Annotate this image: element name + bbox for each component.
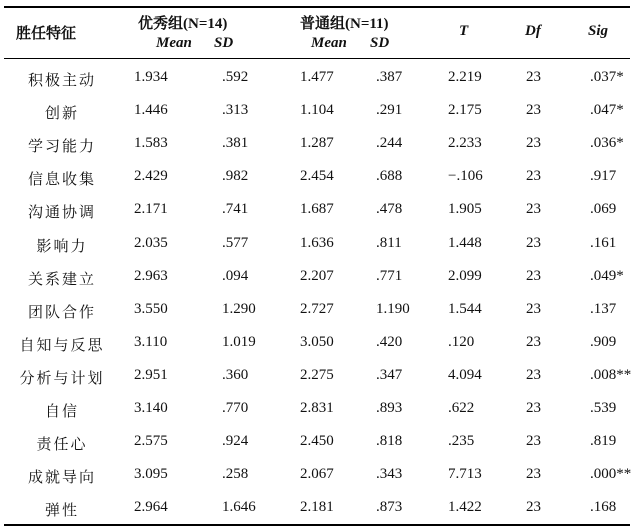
row-excellent-mean: 1.583 — [134, 135, 168, 152]
row-excellent-mean: 2.429 — [134, 168, 168, 185]
row-normal-sd: .478 — [376, 201, 403, 218]
row-df-value: 23 — [526, 333, 541, 350]
row-excellent-sd: .770 — [222, 400, 249, 416]
row-sig-value: .917 — [590, 168, 617, 185]
row-feature: 自信 — [44, 402, 79, 420]
table-row — [4, 360, 630, 393]
row-sig-value: .168 — [590, 499, 617, 516]
row-normal-mean: 1.636 — [300, 234, 334, 251]
row-t-value: 1.905 — [448, 201, 482, 218]
row-t-value: 2.099 — [448, 267, 482, 284]
row-sig-value: .161 — [590, 234, 617, 251]
row-excellent-mean: 3.110 — [134, 333, 168, 350]
table-header — [4, 8, 630, 58]
row-sig-value: .037* — [590, 69, 624, 85]
row-excellent-sd: .258 — [222, 466, 249, 483]
row-sig-value: .909 — [590, 333, 617, 350]
row-feature: 团队合作 — [27, 302, 96, 321]
header-mean-2: Mean — [311, 35, 347, 51]
row-t-value: 4.094 — [448, 366, 482, 383]
row-t-value: 2.175 — [448, 102, 482, 119]
row-excellent-sd: .381 — [222, 135, 249, 152]
row-normal-mean: 3.050 — [300, 333, 334, 350]
row-normal-sd: .873 — [376, 499, 403, 516]
row-sig-value: .069 — [590, 201, 617, 218]
row-excellent-mean: 3.140 — [134, 400, 168, 416]
table-row — [4, 492, 630, 525]
table-bottom-rule — [4, 524, 630, 526]
row-excellent-sd: 1.646 — [222, 499, 256, 516]
header-excellent-group: 优秀组(N=14) — [138, 16, 228, 32]
table-row — [4, 393, 630, 426]
row-normal-sd: .291 — [376, 102, 403, 119]
row-normal-sd: .343 — [376, 466, 403, 483]
row-excellent-mean: 3.550 — [134, 300, 168, 317]
row-t-value: 7.713 — [448, 466, 482, 483]
row-normal-sd: .818 — [376, 433, 403, 450]
row-normal-sd: .347 — [376, 366, 403, 383]
row-normal-mean: 1.104 — [300, 102, 334, 119]
row-normal-sd: .244 — [376, 135, 403, 152]
row-normal-mean: 2.207 — [300, 267, 334, 284]
row-normal-mean: 2.450 — [300, 433, 334, 450]
row-feature: 学习能力 — [27, 137, 96, 156]
row-normal-mean: 2.275 — [300, 366, 334, 383]
row-excellent-mean: 2.951 — [134, 366, 168, 383]
row-df-value: 23 — [526, 69, 541, 85]
row-excellent-mean: 2.963 — [134, 267, 168, 284]
row-t-value: .120 — [448, 333, 475, 350]
row-normal-mean: 2.831 — [300, 400, 334, 416]
table-row — [4, 62, 630, 95]
table-row — [4, 128, 630, 161]
row-df-value: 23 — [526, 234, 541, 251]
header-sd-2: SD — [370, 35, 390, 51]
row-excellent-mean: 2.171 — [134, 201, 168, 218]
row-feature: 弹性 — [44, 501, 79, 520]
row-t-value: .235 — [448, 433, 475, 450]
row-excellent-sd: .592 — [222, 69, 249, 85]
row-feature: 沟通协调 — [27, 203, 96, 222]
table-row — [4, 161, 630, 194]
row-t-value: 1.422 — [448, 499, 482, 516]
table-row — [4, 228, 630, 261]
row-df-value: 23 — [526, 499, 541, 516]
row-excellent-sd: .313 — [222, 102, 249, 119]
row-t-value: 1.544 — [448, 300, 482, 317]
row-t-value: .622 — [448, 400, 475, 416]
row-normal-sd: .771 — [376, 267, 403, 284]
row-sig-value: .036* — [590, 135, 624, 152]
row-t-value: −.106 — [448, 168, 483, 185]
row-df-value: 23 — [526, 168, 541, 185]
table-row — [4, 194, 630, 227]
row-normal-sd: .893 — [376, 400, 403, 416]
table-row — [4, 426, 630, 459]
table-row — [4, 95, 630, 128]
row-normal-sd: .420 — [376, 333, 403, 350]
table-row — [4, 327, 630, 360]
row-excellent-sd: .982 — [222, 168, 249, 185]
row-excellent-mean: 2.575 — [134, 433, 168, 450]
row-sig-value: .008** — [590, 366, 632, 383]
table-row — [4, 459, 630, 492]
row-normal-mean: 2.454 — [300, 168, 334, 185]
row-df-value: 23 — [526, 201, 541, 218]
header-normal-group: 普通组(N=11) — [300, 16, 389, 32]
header-df: Df — [525, 23, 541, 39]
row-excellent-mean: 1.934 — [134, 69, 168, 85]
row-normal-mean: 1.477 — [300, 69, 334, 85]
row-feature: 创新 — [44, 104, 79, 123]
row-normal-sd: .811 — [376, 234, 402, 251]
row-normal-sd: 1.190 — [376, 300, 410, 317]
row-feature: 信息收集 — [27, 170, 96, 189]
row-df-value: 23 — [526, 102, 541, 119]
row-normal-sd: .387 — [376, 69, 403, 85]
header-t: T — [459, 23, 469, 39]
row-feature: 分析与计划 — [19, 368, 105, 387]
table-header-rule — [4, 58, 630, 59]
row-t-value: 2.233 — [448, 135, 482, 152]
row-excellent-sd: .094 — [222, 267, 249, 284]
row-excellent-mean: 1.446 — [134, 102, 168, 119]
row-excellent-mean: 2.964 — [134, 499, 168, 516]
row-sig-value: .049* — [590, 267, 624, 284]
row-normal-mean: 1.287 — [300, 135, 334, 152]
row-df-value: 23 — [526, 366, 541, 383]
row-normal-sd: .688 — [376, 168, 403, 185]
row-excellent-sd: .360 — [222, 366, 249, 383]
row-normal-mean: 2.181 — [300, 499, 334, 516]
header-sig: Sig — [588, 23, 609, 39]
row-excellent-mean: 3.095 — [134, 466, 168, 483]
row-excellent-mean: 2.035 — [134, 234, 168, 251]
row-excellent-sd: 1.019 — [222, 333, 256, 350]
row-df-value: 23 — [526, 300, 541, 317]
row-t-value: 2.219 — [448, 69, 482, 85]
row-sig-value: .047* — [590, 102, 624, 119]
row-df-value: 23 — [526, 267, 541, 284]
row-excellent-sd: .741 — [222, 201, 249, 218]
row-feature: 自知与反思 — [19, 335, 105, 354]
header-sd-1: SD — [214, 35, 234, 51]
row-feature: 责任心 — [36, 435, 88, 454]
row-normal-mean: 2.067 — [300, 466, 334, 483]
header-mean-1: Mean — [156, 35, 192, 51]
row-excellent-sd: .577 — [222, 234, 249, 251]
row-sig-value: .137 — [590, 300, 617, 317]
row-df-value: 23 — [526, 433, 541, 450]
row-feature: 成就导向 — [27, 468, 96, 487]
row-t-value: 1.448 — [448, 234, 482, 251]
table-row — [4, 294, 630, 327]
row-normal-mean: 1.687 — [300, 201, 334, 218]
row-excellent-sd: 1.290 — [222, 300, 256, 317]
row-df-value: 23 — [526, 466, 541, 483]
row-sig-value: .819 — [590, 433, 617, 450]
row-excellent-sd: .924 — [222, 433, 249, 450]
table-row — [4, 261, 630, 294]
row-sig-value: .539 — [590, 400, 617, 416]
row-sig-value: .000** — [590, 466, 632, 483]
row-feature: 积极主动 — [27, 71, 96, 89]
row-normal-mean: 2.727 — [300, 300, 334, 317]
row-feature: 关系建立 — [27, 269, 96, 288]
row-df-value: 23 — [526, 135, 541, 152]
row-df-value: 23 — [526, 400, 541, 416]
row-feature: 影响力 — [36, 236, 88, 255]
header-feature: 胜任特征 — [16, 24, 77, 42]
